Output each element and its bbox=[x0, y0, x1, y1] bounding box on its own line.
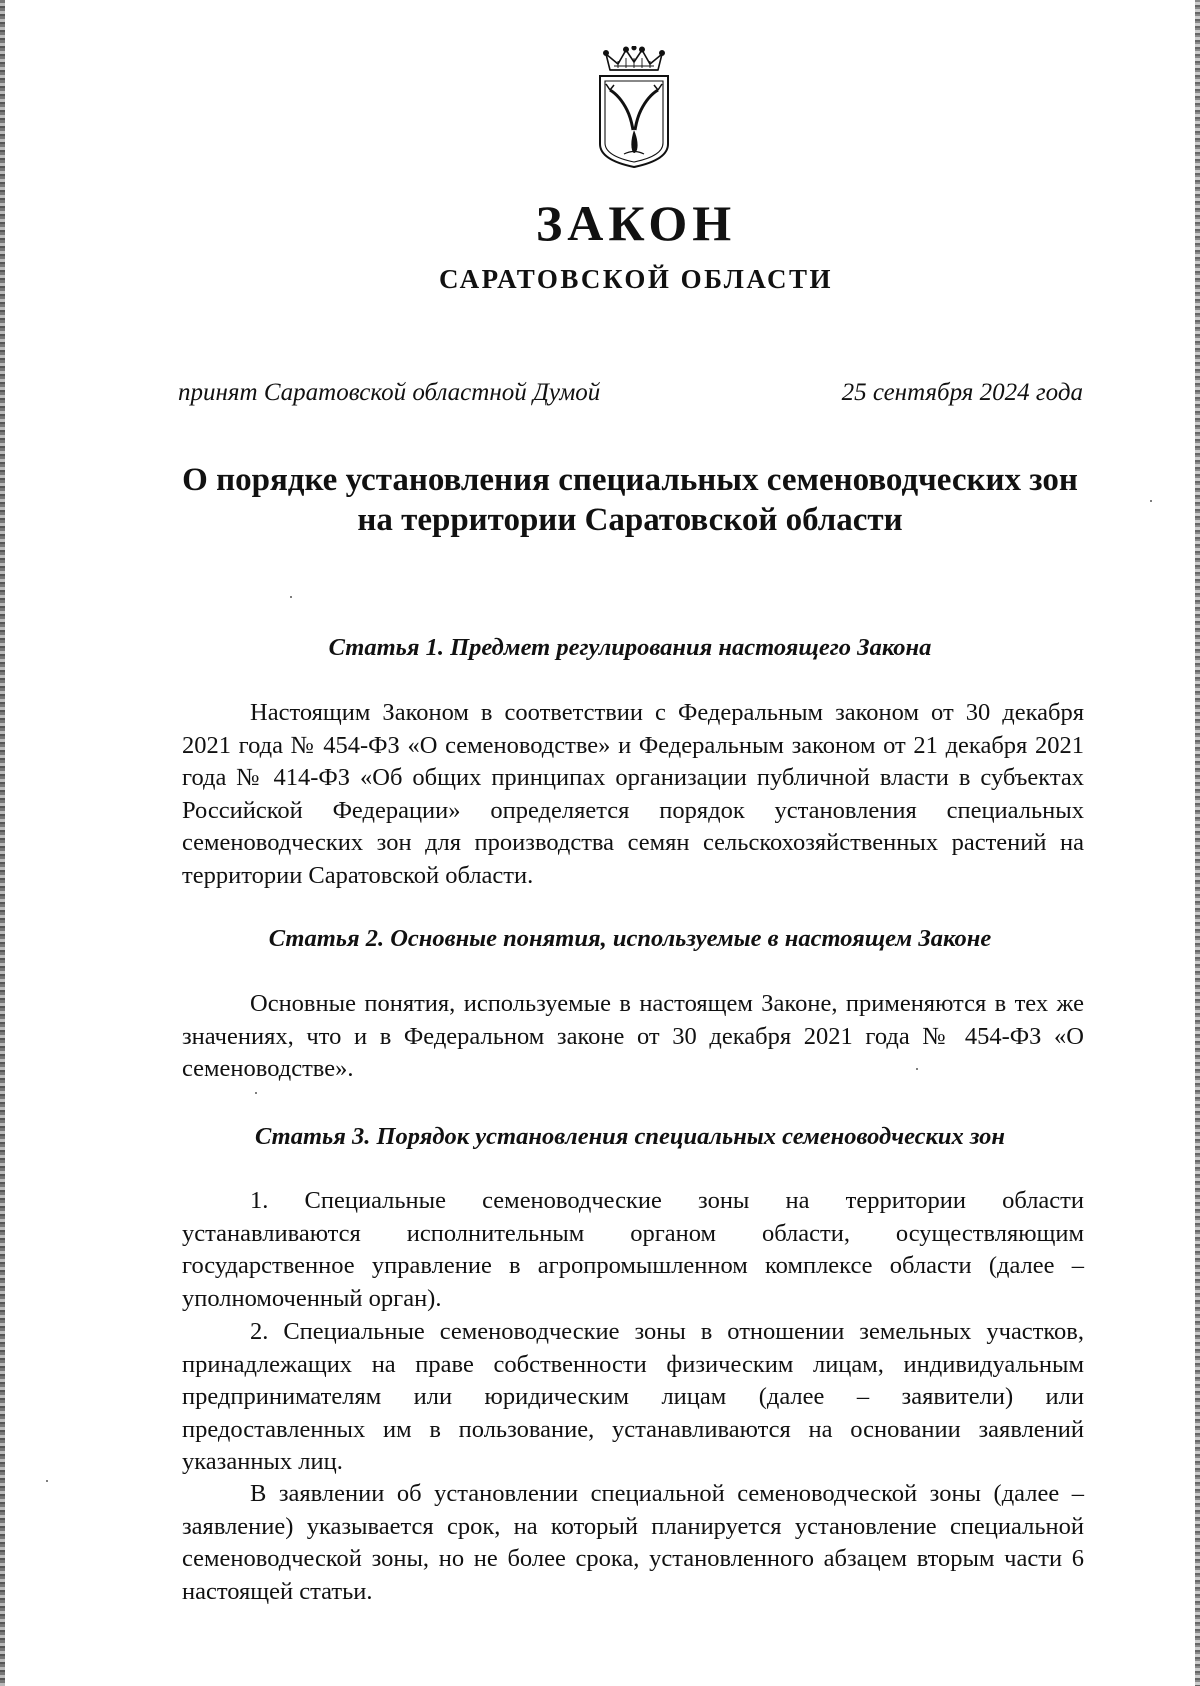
article-2-paragraph-1: Основные понятия, используемые в настоящем Законе, применяются в тех же значениях, что и в Федеральном законе от 30 декабря 2021 года № 454-ФЗ «О семеноводстве». bbox=[182, 990, 1084, 1083]
article-1-heading: Статья 1. Предмет регулирования настоящего Закона bbox=[328, 634, 932, 661]
article-3-paragraph-3: В заявлении об установлении специальной семеноводческой зоны (далее – заявление) указывается срок, на который планируется установление специальной семеноводческой зоны, но не более срока, установленного абзацем вторым части 6 настоящей статьи. bbox=[182, 1480, 1084, 1605]
scan-speck bbox=[290, 596, 292, 598]
document-title: О порядке установления специальных семеноводческих зон на территории Саратовской области bbox=[182, 462, 1078, 538]
article-3-heading: Статья 3. Порядок установления специальных семеноводческих зон bbox=[254, 1123, 1005, 1150]
crown-icon bbox=[604, 46, 664, 70]
article-3-paragraph-1: 1. Специальные семеноводческие зоны на территории области устанавливаются исполнительным органом области, осуществляющим государственное управление в агропромышленном комплексе области (далее – уполномоченный орган). bbox=[182, 1187, 1084, 1312]
coat-of-arms-emblem bbox=[594, 46, 674, 170]
scan-speck bbox=[916, 1068, 918, 1070]
law-title: ЗАКОН bbox=[535, 195, 737, 251]
scan-speck bbox=[46, 1480, 48, 1482]
scan-speck bbox=[255, 1092, 257, 1094]
adopted-by: принят Саратовской областной Думой bbox=[178, 379, 601, 406]
adoption-date: 25 сентября 2024 года bbox=[841, 379, 1083, 406]
law-subtitle: САРАТОВСКОЙ ОБЛАСТИ bbox=[438, 264, 834, 294]
article-3-paragraph-2: 2. Специальные семеноводческие зоны в отношении земельных участков, принадлежащих на праве собственности физическим лицам, индивидуальным предпринимателям или юридическим лицам (далее – заявители) или предоставленных им в пользование, устанавливаются на основании заявлений указанных лиц. bbox=[182, 1318, 1084, 1476]
article-2-heading: Статья 2. Основные понятия, используемые в настоящем Законе bbox=[268, 925, 992, 952]
article-1-paragraph-1: Настоящим Законом в соответствии с Федеральным законом от 30 декабря 2021 года № 454-ФЗ «О семеноводстве» и Федеральным законом от 21 декабря 2021 года № 414-ФЗ «Об общих принципах организации публичной власти в субъектах Российской Федерации» определяется порядок установления специальных семеноводческих зон для производства семян сельскохозяйственных растений на территории Саратовской области. bbox=[182, 699, 1084, 889]
shield-icon bbox=[600, 76, 668, 167]
scan-speck bbox=[1150, 500, 1152, 502]
